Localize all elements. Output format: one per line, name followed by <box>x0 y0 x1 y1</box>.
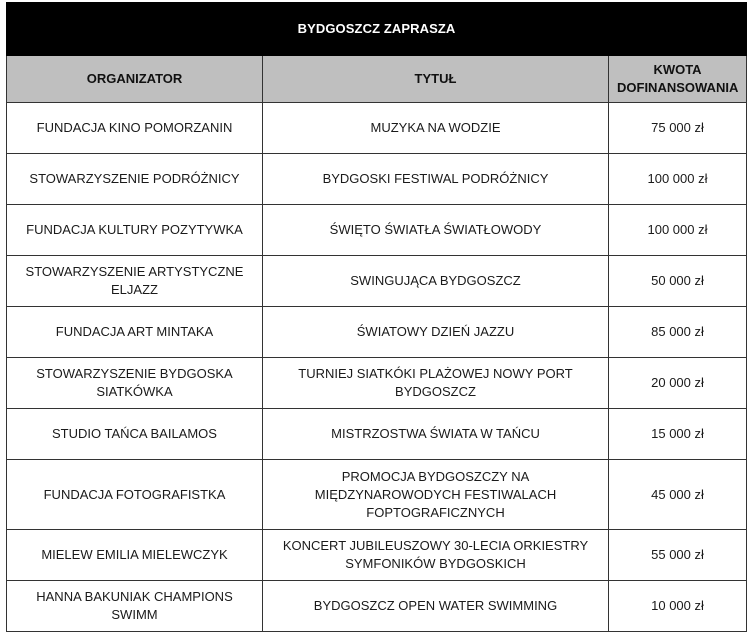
cell-organizer: HANNA BAKUNIAK CHAMPIONS SWIMM <box>7 581 263 632</box>
header-amount-line1: KWOTA <box>653 62 702 77</box>
cell-title: KONCERT JUBILEUSZOWY 30-LECIA ORKIESTRY SYMFONIKÓW BYDGOSKICH <box>263 530 609 581</box>
cell-amount: 100 000 zł <box>609 154 747 205</box>
cell-title: MISTRZOSTWA ŚWIATA W TAŃCU <box>263 409 609 460</box>
header-title: TYTUŁ <box>263 56 609 103</box>
cell-organizer: FUNDACJA FOTOGRAFISTKA <box>7 460 263 530</box>
table-row <box>7 581 747 632</box>
cell-title: BYDGOSZCZ OPEN WATER SWIMMING <box>263 581 609 632</box>
table-row <box>7 530 747 581</box>
cell-amount: 45 000 zł <box>609 460 747 530</box>
cell-title: ŚWIĘTO ŚWIATŁA ŚWIATŁOWODY <box>263 205 609 256</box>
table-row <box>7 307 747 358</box>
table-row <box>7 256 747 307</box>
cell-organizer: STOWARZYSZENIE PODRÓŻNICY <box>7 154 263 205</box>
cell-organizer: FUNDACJA KINO POMORZANIN <box>7 103 263 154</box>
table-row <box>7 205 747 256</box>
cell-amount: 50 000 zł <box>609 256 747 307</box>
cell-amount: 20 000 zł <box>609 358 747 409</box>
cell-organizer: STOWARZYSZENIE BYDGOSKA SIATKÓWKA <box>7 358 263 409</box>
cell-amount: 75 000 zł <box>609 103 747 154</box>
cell-amount: 55 000 zł <box>609 530 747 581</box>
table-row <box>7 154 747 205</box>
cell-amount: 100 000 zł <box>609 205 747 256</box>
cell-title: BYDGOSKI FESTIWAL PODRÓŻNICY <box>263 154 609 205</box>
cell-title: TURNIEJ SIATKÓKI PLAŻOWEJ NOWY PORT BYDGOSZCZ <box>263 358 609 409</box>
cell-amount: 10 000 zł <box>609 581 747 632</box>
table-row <box>7 103 747 154</box>
table-row <box>7 409 747 460</box>
funding-table-container <box>6 2 746 632</box>
cell-organizer: STUDIO TAŃCA BAILAMOS <box>7 409 263 460</box>
cell-organizer: FUNDACJA KULTURY POZYTYWKA <box>7 205 263 256</box>
cell-title: PROMOCJA BYDGOSZCZY NA MIĘDZYNAROWODYCH FESTIWALACH FOPTOGRAFICZNYCH <box>263 460 609 530</box>
cell-organizer: MIELEW EMILIA MIELEWCZYK <box>7 530 263 581</box>
table-row <box>7 460 747 530</box>
funding-table <box>6 2 747 632</box>
cell-title: ŚWIATOWY DZIEŃ JAZZU <box>263 307 609 358</box>
table-title-row <box>7 3 747 56</box>
cell-title: MUZYKA NA WODZIE <box>263 103 609 154</box>
table-row <box>7 358 747 409</box>
table-title: BYDGOSZCZ ZAPRASZA <box>7 3 747 56</box>
cell-title: SWINGUJĄCA BYDGOSZCZ <box>263 256 609 307</box>
cell-organizer: FUNDACJA ART MINTAKA <box>7 307 263 358</box>
cell-amount: 15 000 zł <box>609 409 747 460</box>
cell-organizer: STOWARZYSZENIE ARTYSTYCZNE ELJAZZ <box>7 256 263 307</box>
header-amount <box>609 56 747 103</box>
header-organizer: ORGANIZATOR <box>7 56 263 103</box>
cell-amount: 85 000 zł <box>609 307 747 358</box>
table-header-row <box>7 56 747 103</box>
header-amount-line2: DOFINANSOWANIA <box>617 80 739 95</box>
